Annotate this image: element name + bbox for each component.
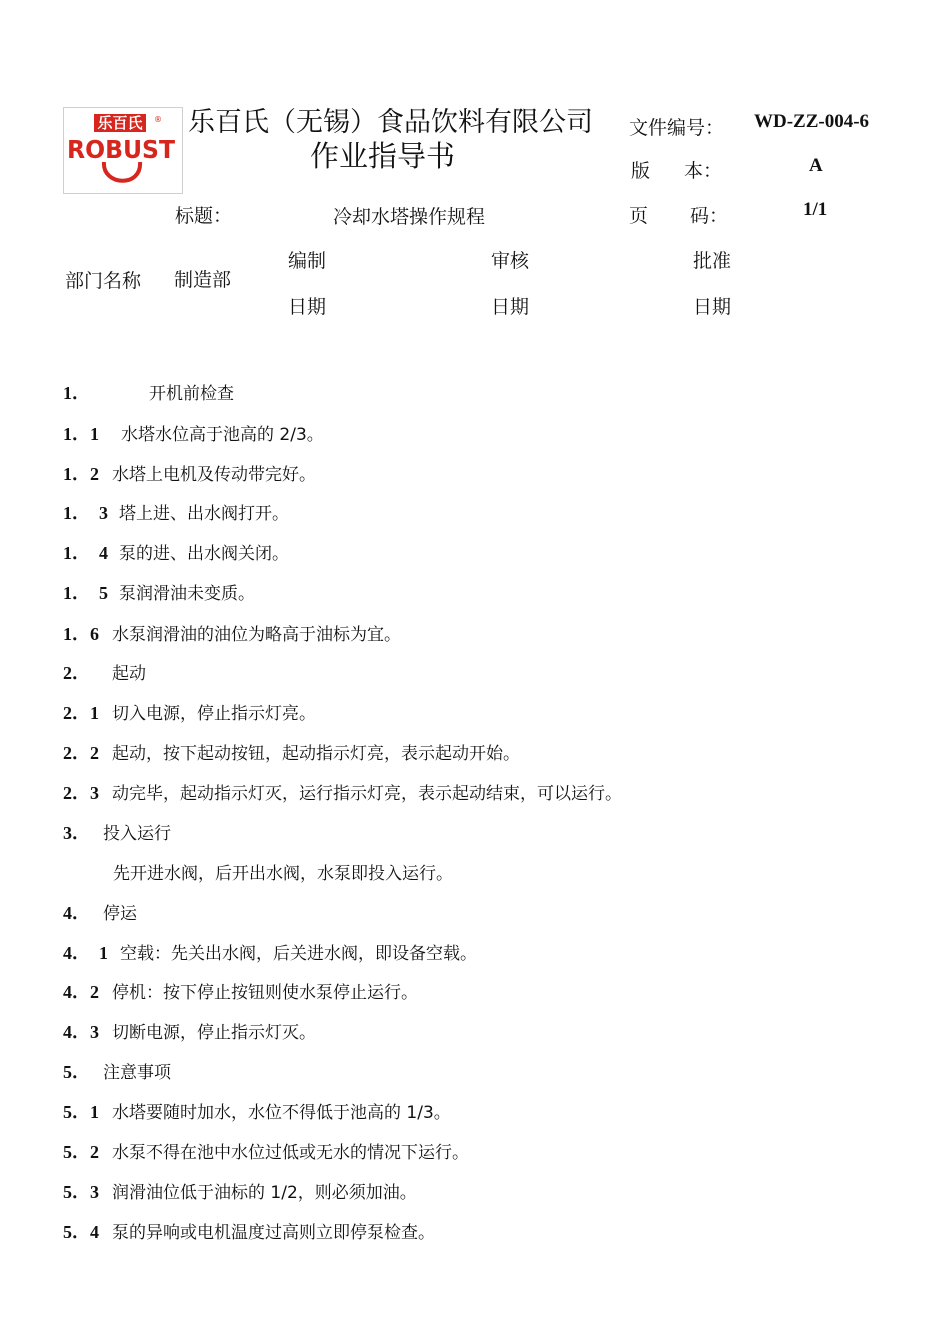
line-text: 切断电源，停止指示灯灭。 <box>112 1023 316 1043</box>
department-label: 部门名称 <box>65 270 142 292</box>
line-text: 润滑油位低于油标的 1/2，则必须加油。 <box>112 1183 417 1203</box>
version-value: A <box>809 155 823 176</box>
procedure-line <box>63 1098 451 1124</box>
line-text: 塔上进、出水阀打开。 <box>119 504 289 524</box>
svg-text:®: ® <box>154 115 162 124</box>
line-number: 5． <box>63 1062 90 1082</box>
file-number-label: 文件编号： <box>629 117 725 139</box>
procedure-line <box>63 659 146 685</box>
svg-text:ROBUST: ROBUST <box>67 135 175 164</box>
line-text: 泵润滑油未变质。 <box>119 584 255 604</box>
line-text: 投入运行 <box>103 824 171 844</box>
reviewed-date-label: 日期 <box>491 296 530 318</box>
reviewed-by-label: 审核 <box>491 250 530 272</box>
version-label-1: 版 <box>631 160 651 182</box>
robust-logo-graphic <box>64 108 182 193</box>
line-number: 4． 1 <box>63 943 108 963</box>
line-number: 1．6 <box>63 624 99 644</box>
procedure-line <box>63 1138 469 1164</box>
procedure-line <box>63 739 520 765</box>
line-text: 停运 <box>103 904 137 924</box>
line-text: 水塔水位高于池高的 2/3。 <box>121 425 324 445</box>
line-text: 水塔上电机及传动带完好。 <box>112 465 316 485</box>
line-text: 水泵不得在池中水位过低或无水的情况下运行。 <box>112 1143 469 1163</box>
line-number: 4．2 <box>63 982 99 1002</box>
line-text: 起动，按下起动按钮，起动指示灯亮，表示起动开始。 <box>112 744 520 764</box>
approved-date-label: 日期 <box>693 296 732 318</box>
line-number: 5．4 <box>63 1222 99 1242</box>
line-number: 5．3 <box>63 1182 99 1202</box>
line-number: 2． <box>63 663 90 683</box>
line-text: 起动 <box>112 664 146 684</box>
line-number: 4． <box>63 903 90 923</box>
line-text: 注意事项 <box>103 1063 171 1083</box>
procedure-line <box>63 460 316 486</box>
line-number: 1． 5 <box>63 583 108 603</box>
svg-text:乐百氏: 乐百氏 <box>97 114 143 132</box>
line-text: 停机：按下停止按钮则使水泵停止运行。 <box>112 983 418 1003</box>
procedure-line <box>63 899 137 925</box>
procedure-line <box>63 1058 171 1084</box>
page-label-2: 码： <box>690 205 729 227</box>
page-value: 1/1 <box>803 199 828 220</box>
line-text: 水塔要随时加水，水位不得低于池高的 1/3。 <box>112 1103 451 1123</box>
approved-by-label: 批准 <box>693 250 732 272</box>
procedure-line <box>63 1018 316 1044</box>
compiled-by-label: 编制 <box>288 250 327 272</box>
procedure-line <box>63 819 171 845</box>
procedure-line <box>63 620 401 646</box>
line-text: 空载：先关出水阀，后关进水阀，即设备空载。 <box>120 944 477 964</box>
line-text: 泵的异响或电机温度过高则立即停泵检查。 <box>112 1223 435 1243</box>
procedure-line <box>63 1218 435 1244</box>
company-logo <box>63 107 183 194</box>
procedure-line <box>113 859 453 884</box>
line-text: 先开进水阀，后开出水阀，水泵即投入运行。 <box>113 864 453 884</box>
line-number: 1．2 <box>63 464 99 484</box>
compiled-date-label: 日期 <box>288 296 327 318</box>
line-number: 2．2 <box>63 743 99 763</box>
procedure-line <box>63 1178 417 1204</box>
line-number: 3． <box>63 823 90 843</box>
line-number: 5．2 <box>63 1142 99 1162</box>
line-text: 水泵润滑油的油位为略高于油标为宜。 <box>112 625 401 645</box>
document-type: 作业指导书 <box>310 139 456 173</box>
line-number: 4．3 <box>63 1022 99 1042</box>
line-text: 开机前检查 <box>149 384 234 404</box>
line-number: 5．1 <box>63 1102 99 1122</box>
line-number: 2．1 <box>63 703 99 723</box>
procedure-line <box>63 579 255 605</box>
procedure-line <box>63 379 234 405</box>
procedure-line <box>63 779 622 805</box>
line-text: 切入电源，停止指示灯亮。 <box>112 704 316 724</box>
company-name: 乐百氏（无锡）食品饮料有限公司 <box>188 107 593 138</box>
procedure-line <box>63 499 289 525</box>
line-number: 1． <box>63 383 90 403</box>
department-value: 制造部 <box>174 269 232 291</box>
line-number: 1． 3 <box>63 503 108 523</box>
procedure-line <box>63 699 316 725</box>
procedure-line <box>63 420 324 446</box>
procedure-line <box>63 978 418 1004</box>
procedure-line <box>63 539 289 565</box>
page-label-1: 页 <box>629 205 649 227</box>
procedure-line <box>63 939 477 965</box>
line-text: 动完毕，起动指示灯灭，运行指示灯亮，表示起动结束，可以运行。 <box>112 784 622 804</box>
line-text: 泵的进、出水阀关闭。 <box>119 544 289 564</box>
version-label-2: 本： <box>684 160 723 182</box>
line-number: 1． 4 <box>63 543 108 563</box>
line-number: 1．1 <box>63 424 99 444</box>
file-number-value: WD-ZZ-004-6 <box>754 111 870 132</box>
line-number: 2．3 <box>63 783 99 803</box>
subject-value: 冷却水塔操作规程 <box>333 206 486 228</box>
subject-label: 标题： <box>175 205 233 227</box>
